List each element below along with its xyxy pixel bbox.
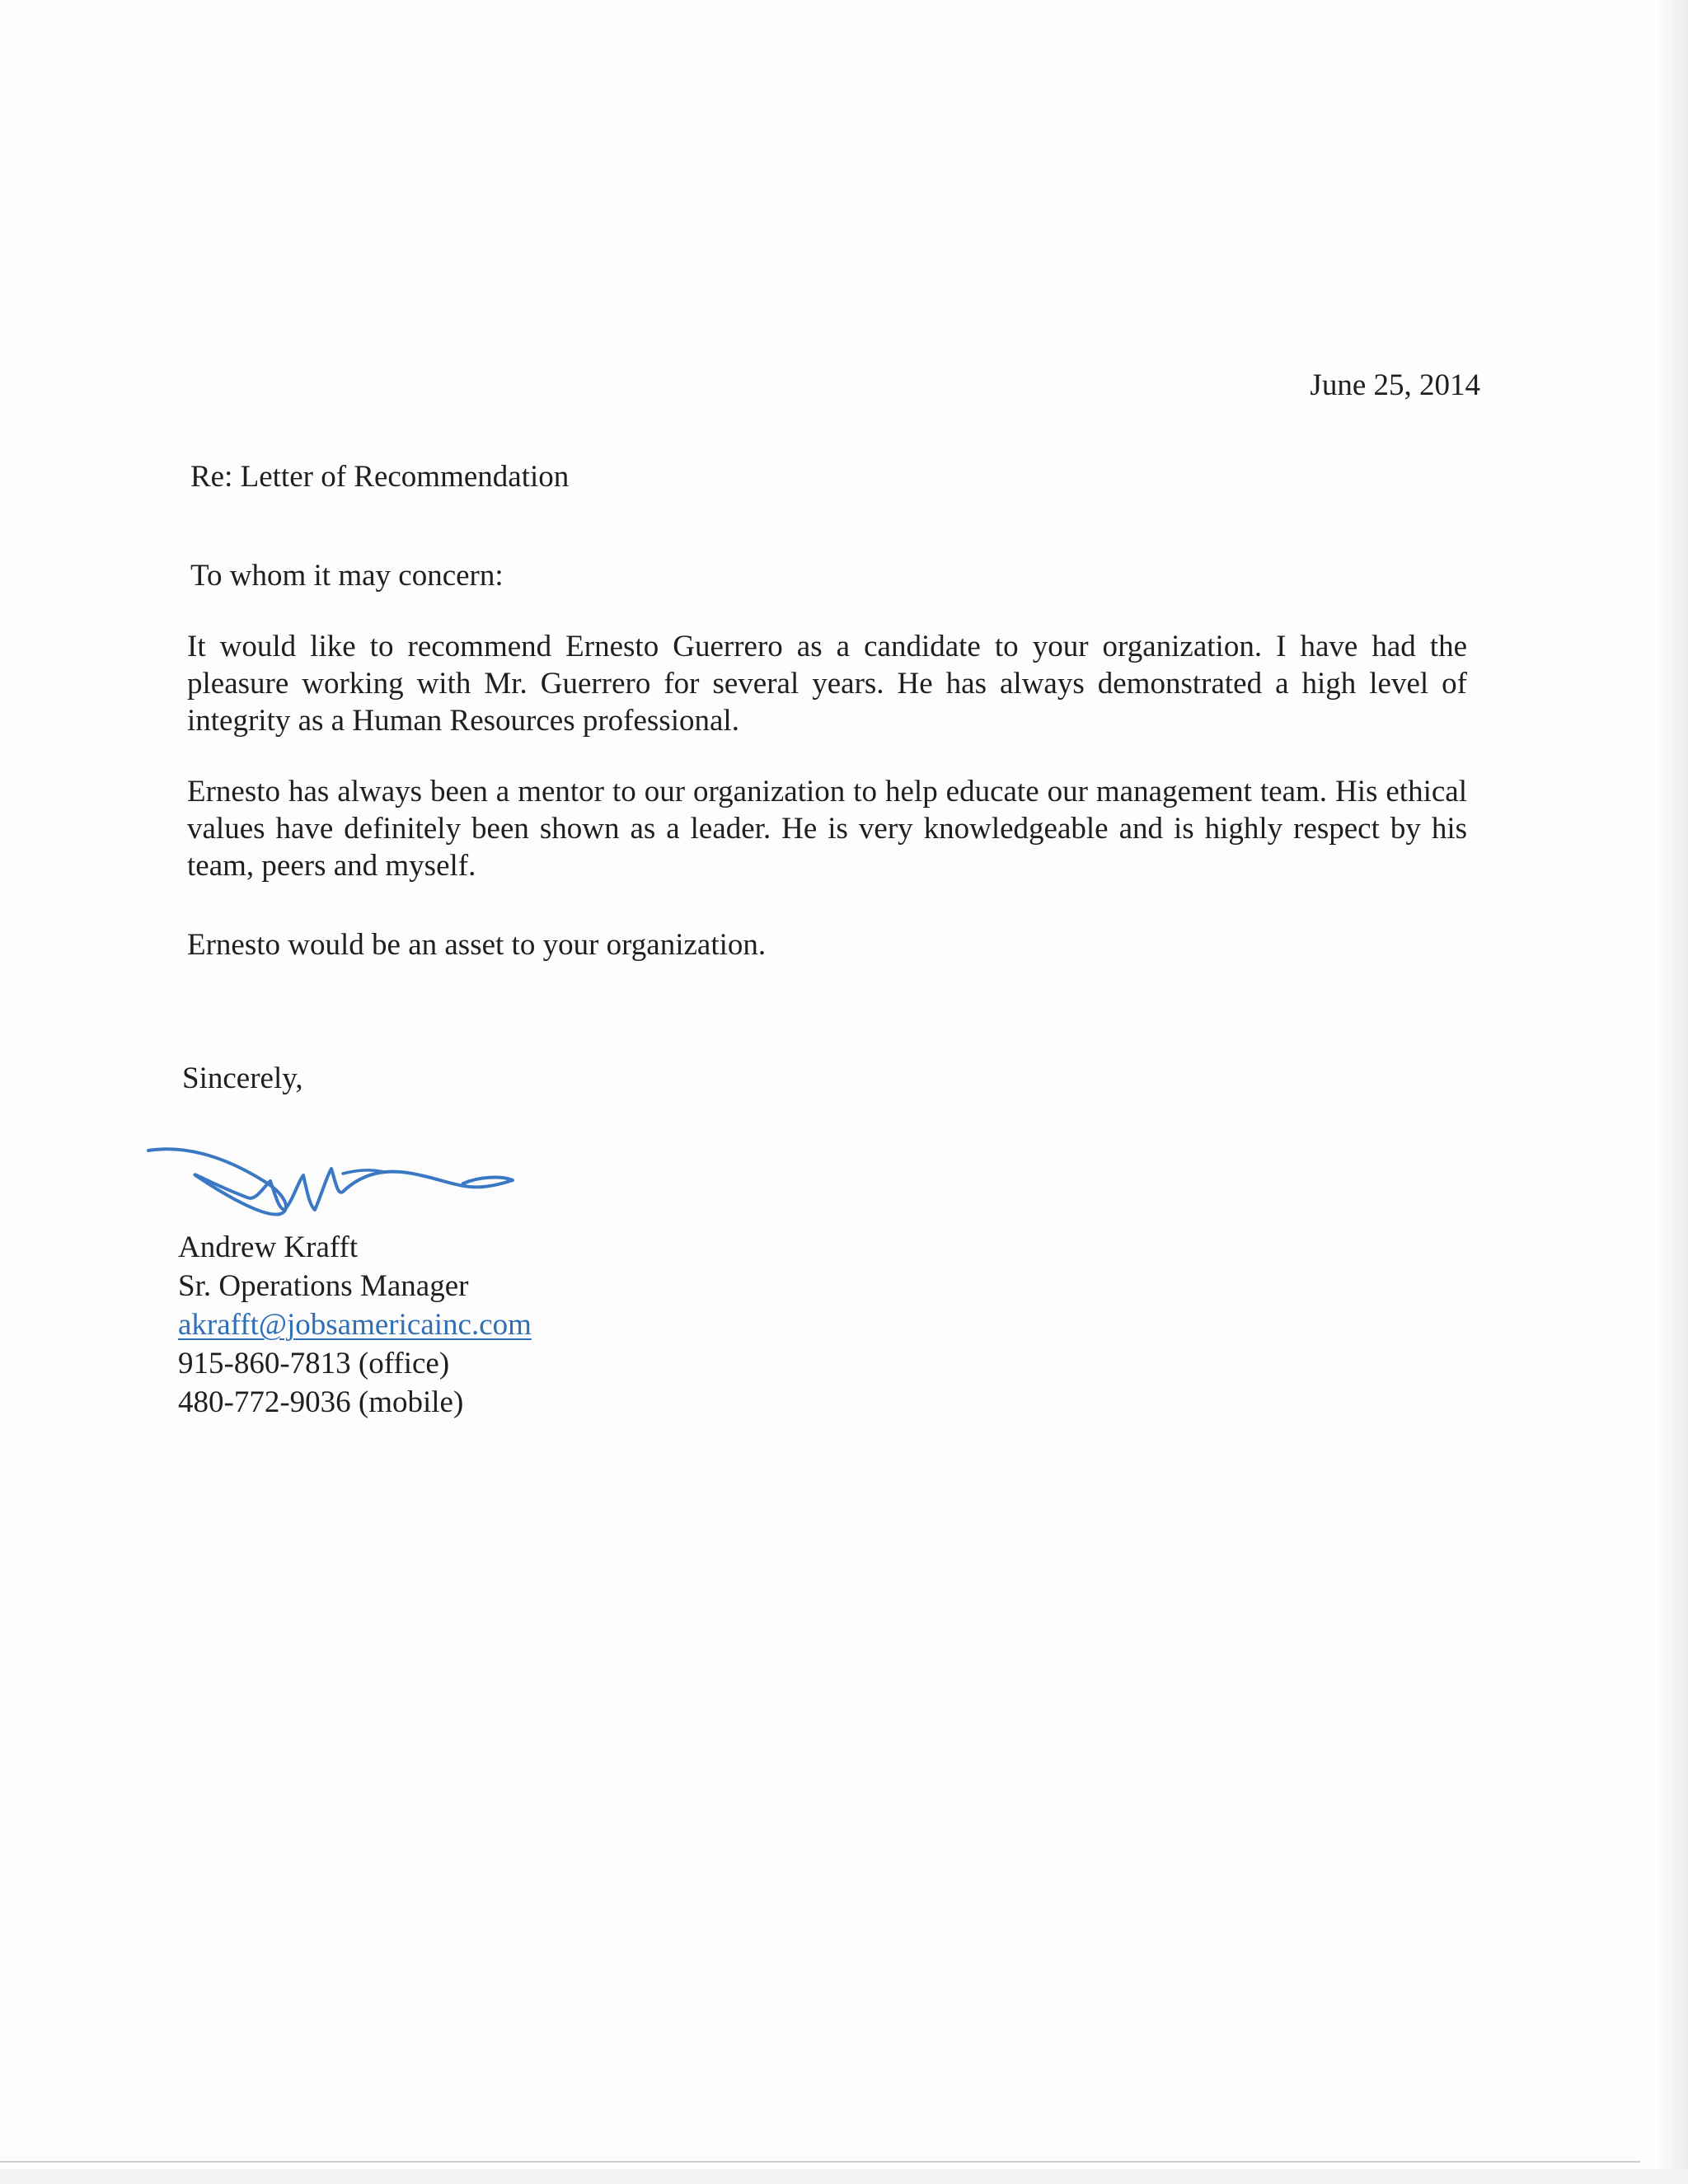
letter-subject: Re: Letter of Recommendation xyxy=(190,460,570,494)
body-paragraph: Ernesto has always been a mentor to our organization to help educate our management team. His ethical values have definitely been shown as a leader. He is very knowledgeable and is highly respect by his team, peers and myself. xyxy=(187,775,1467,883)
signer-title: Sr. Operations Manager xyxy=(178,1269,469,1303)
scan-edge-bottom xyxy=(0,2169,1688,2184)
signer-email-link[interactable]: akrafft@jobsamericainc.com xyxy=(178,1308,532,1342)
signature-block xyxy=(178,1228,532,1422)
body-paragraph: It would like to recommend Ernesto Guerrero as a candidate to your organization. I have had the pleasure working with Mr. Guerrero for several years. He has always demonstrated a high level of integrity as a Human Resources professional. xyxy=(187,630,1467,738)
signer-office-phone: 915-860-7813 (office) xyxy=(178,1347,450,1380)
scan-edge xyxy=(1660,0,1688,2184)
signer-mobile-phone: 480-772-9036 (mobile) xyxy=(178,1385,464,1419)
signer-name: Andrew Krafft xyxy=(178,1230,359,1264)
letter-closing: Sincerely, xyxy=(182,1062,303,1095)
letter-salutation: To whom it may concern: xyxy=(190,559,504,593)
body-paragraph: Ernesto would be an asset to your organization. xyxy=(187,928,767,962)
scan-line xyxy=(0,2161,1640,2163)
letter-date: June 25, 2014 xyxy=(1310,368,1480,402)
handwritten-signature xyxy=(140,1136,519,1235)
